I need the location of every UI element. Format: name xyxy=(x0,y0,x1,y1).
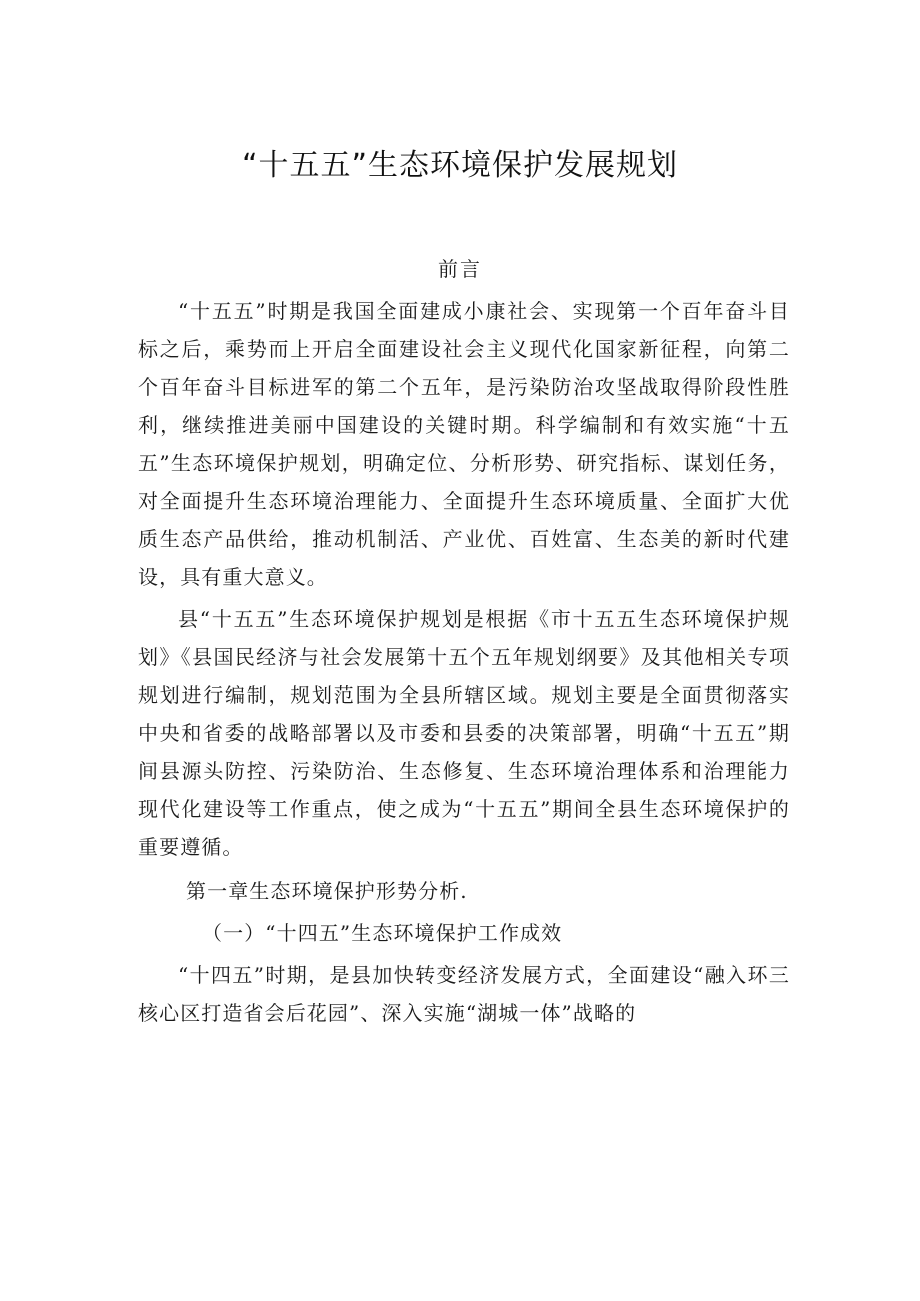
paragraph: 县“十五五”生态环境保护规划是根据《市十五五生态环境保护规划》《县国民经济与社会发展第十五个五年规划纲要》及其他相关专项规划进行编制，规划范围为全县所辖区域。规划主要是全面贯彻落实中央和省委的战略部署以及市委和县委的决策部署，明确“十五五”期间县源头防控、污染防治、生态修复、生态环境治理体系和治理能力现代化建设等工作重点，使之成为“十五五”期间全县生态环境保护的重要遵循。 xyxy=(138,607,790,859)
paragraph: “十四五”时期，是县加快转变经济发展方式，全面建设“融入环三核心区打造省会后花园”、深入实施“湖城一体”战略的 xyxy=(138,963,790,1025)
document-title: “十五五”生态环境保护发展规划 xyxy=(241,148,679,183)
paragraph: “十五五”时期是我国全面建成小康社会、实现第一个百年奋斗目标之后，乘势而上开启全面建设社会主义现代化国家新征程，向第二个百年奋斗目标进军的第二个五年，是污染防治攻坚战取得阶段性胜利，继续推进美丽中国建设的关键时期。科学编制和有效实施“十五五”生态环境保护规划，明确定位、分析形势、研究指标、谋划任务，对全面提升生态环境治理能力、全面提升生态环境质量、全面扩大优质生态产品供给，推动机制活、产业优、百姓富、生态美的新时代建设，具有重大意义。 xyxy=(138,299,790,589)
preface-heading: 前言 xyxy=(438,257,482,281)
document-body xyxy=(138,292,790,1036)
section-heading: （一）“十四五”生态环境保护工作成效 xyxy=(202,921,563,945)
chapter-heading: 第一章生态环境保护形势分析. xyxy=(186,879,468,903)
